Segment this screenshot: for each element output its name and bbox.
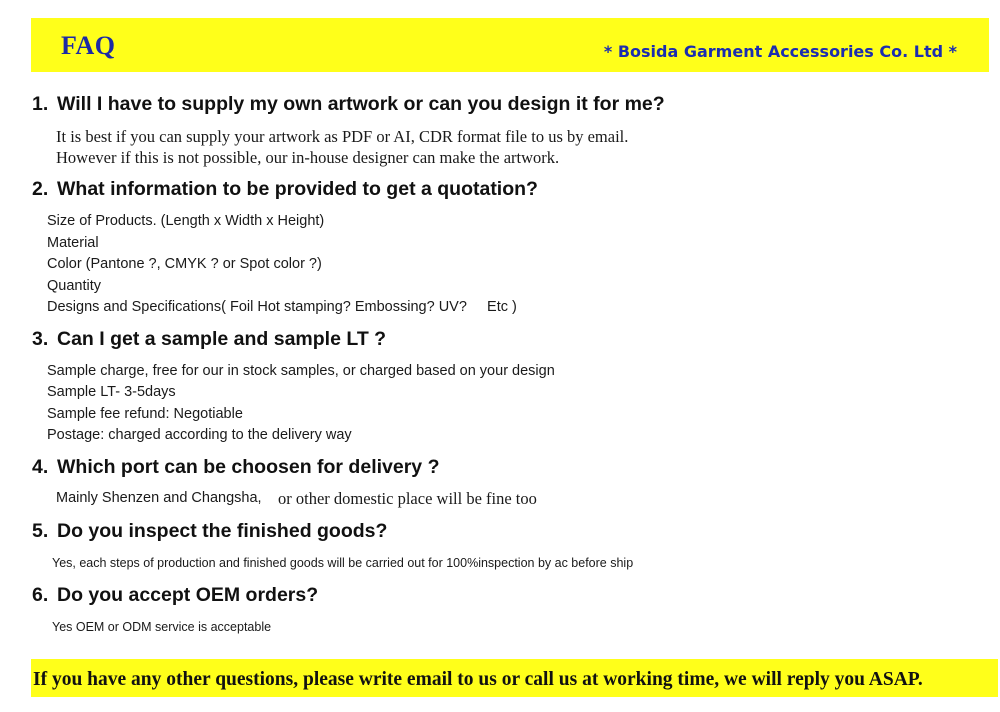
answer-line: Color (Pantone ?, CMYK ? or Spot color ?) [47, 256, 322, 272]
answer-line: Material [47, 235, 99, 251]
question-number: 1. [32, 93, 49, 115]
answer-line: Sample fee refund: Negotiable [47, 406, 243, 422]
question-number: 5. [32, 520, 49, 542]
faq-question-5 [32, 520, 387, 543]
answer-line: Yes, each steps of production and finished goods will be carried out for 100%inspection by ac before ship [52, 556, 634, 570]
answer-line: Mainly Shenzen and Changsha, [56, 490, 262, 506]
question-number: 2. [32, 178, 49, 200]
company-name: * Bosida Garment Accessories Co. Ltd * [603, 42, 957, 61]
question-number: 3. [32, 328, 49, 350]
question-text: Do you inspect the finished goods? [57, 520, 388, 542]
contact-message: If you have any other questions, please write email to us or call us at working time, we will reply you ASAP. [33, 669, 923, 690]
faq-question-6 [32, 584, 318, 607]
faq-question-1 [32, 93, 665, 116]
answer-line: Postage: charged according to the delivery way [47, 427, 352, 443]
question-text: Will I have to supply my own artwork or can you design it for me? [57, 93, 665, 115]
answer-line: Size of Products. (Length x Width x Height) [47, 213, 325, 229]
faq-question-2 [32, 178, 538, 201]
question-text: Can I get a sample and sample LT ? [57, 328, 387, 350]
answer-line: Yes OEM or ODM service is acceptable [52, 620, 272, 634]
question-text: Which port can be choosen for delivery ? [57, 456, 440, 478]
answer-line: Designs and Specifications( Foil Hot stamping? Embossing? UV? Etc ) [47, 299, 517, 315]
question-number: 4. [32, 456, 49, 478]
answer-line: It is best if you can supply your artwork as PDF or AI, CDR format file to us by email. [56, 127, 629, 146]
faq-header-banner [31, 18, 989, 72]
question-number: 6. [32, 584, 49, 606]
contact-footer-banner [31, 659, 998, 697]
answer-line: Sample charge, free for our in stock samples, or charged based on your design [47, 363, 555, 379]
answer-line: However if this is not possible, our in-house designer can make the artwork. [56, 148, 560, 167]
question-text: What information to be provided to get a quotation? [57, 178, 538, 200]
page-title: FAQ [61, 31, 116, 60]
faq-question-3 [32, 328, 386, 351]
answer-line: Quantity [47, 278, 101, 294]
question-text: Do you accept OEM orders? [57, 584, 319, 606]
answer-line: or other domestic place will be fine too [278, 489, 537, 508]
faq-question-4 [32, 456, 439, 479]
answer-line: Sample LT- 3-5days [47, 384, 176, 400]
